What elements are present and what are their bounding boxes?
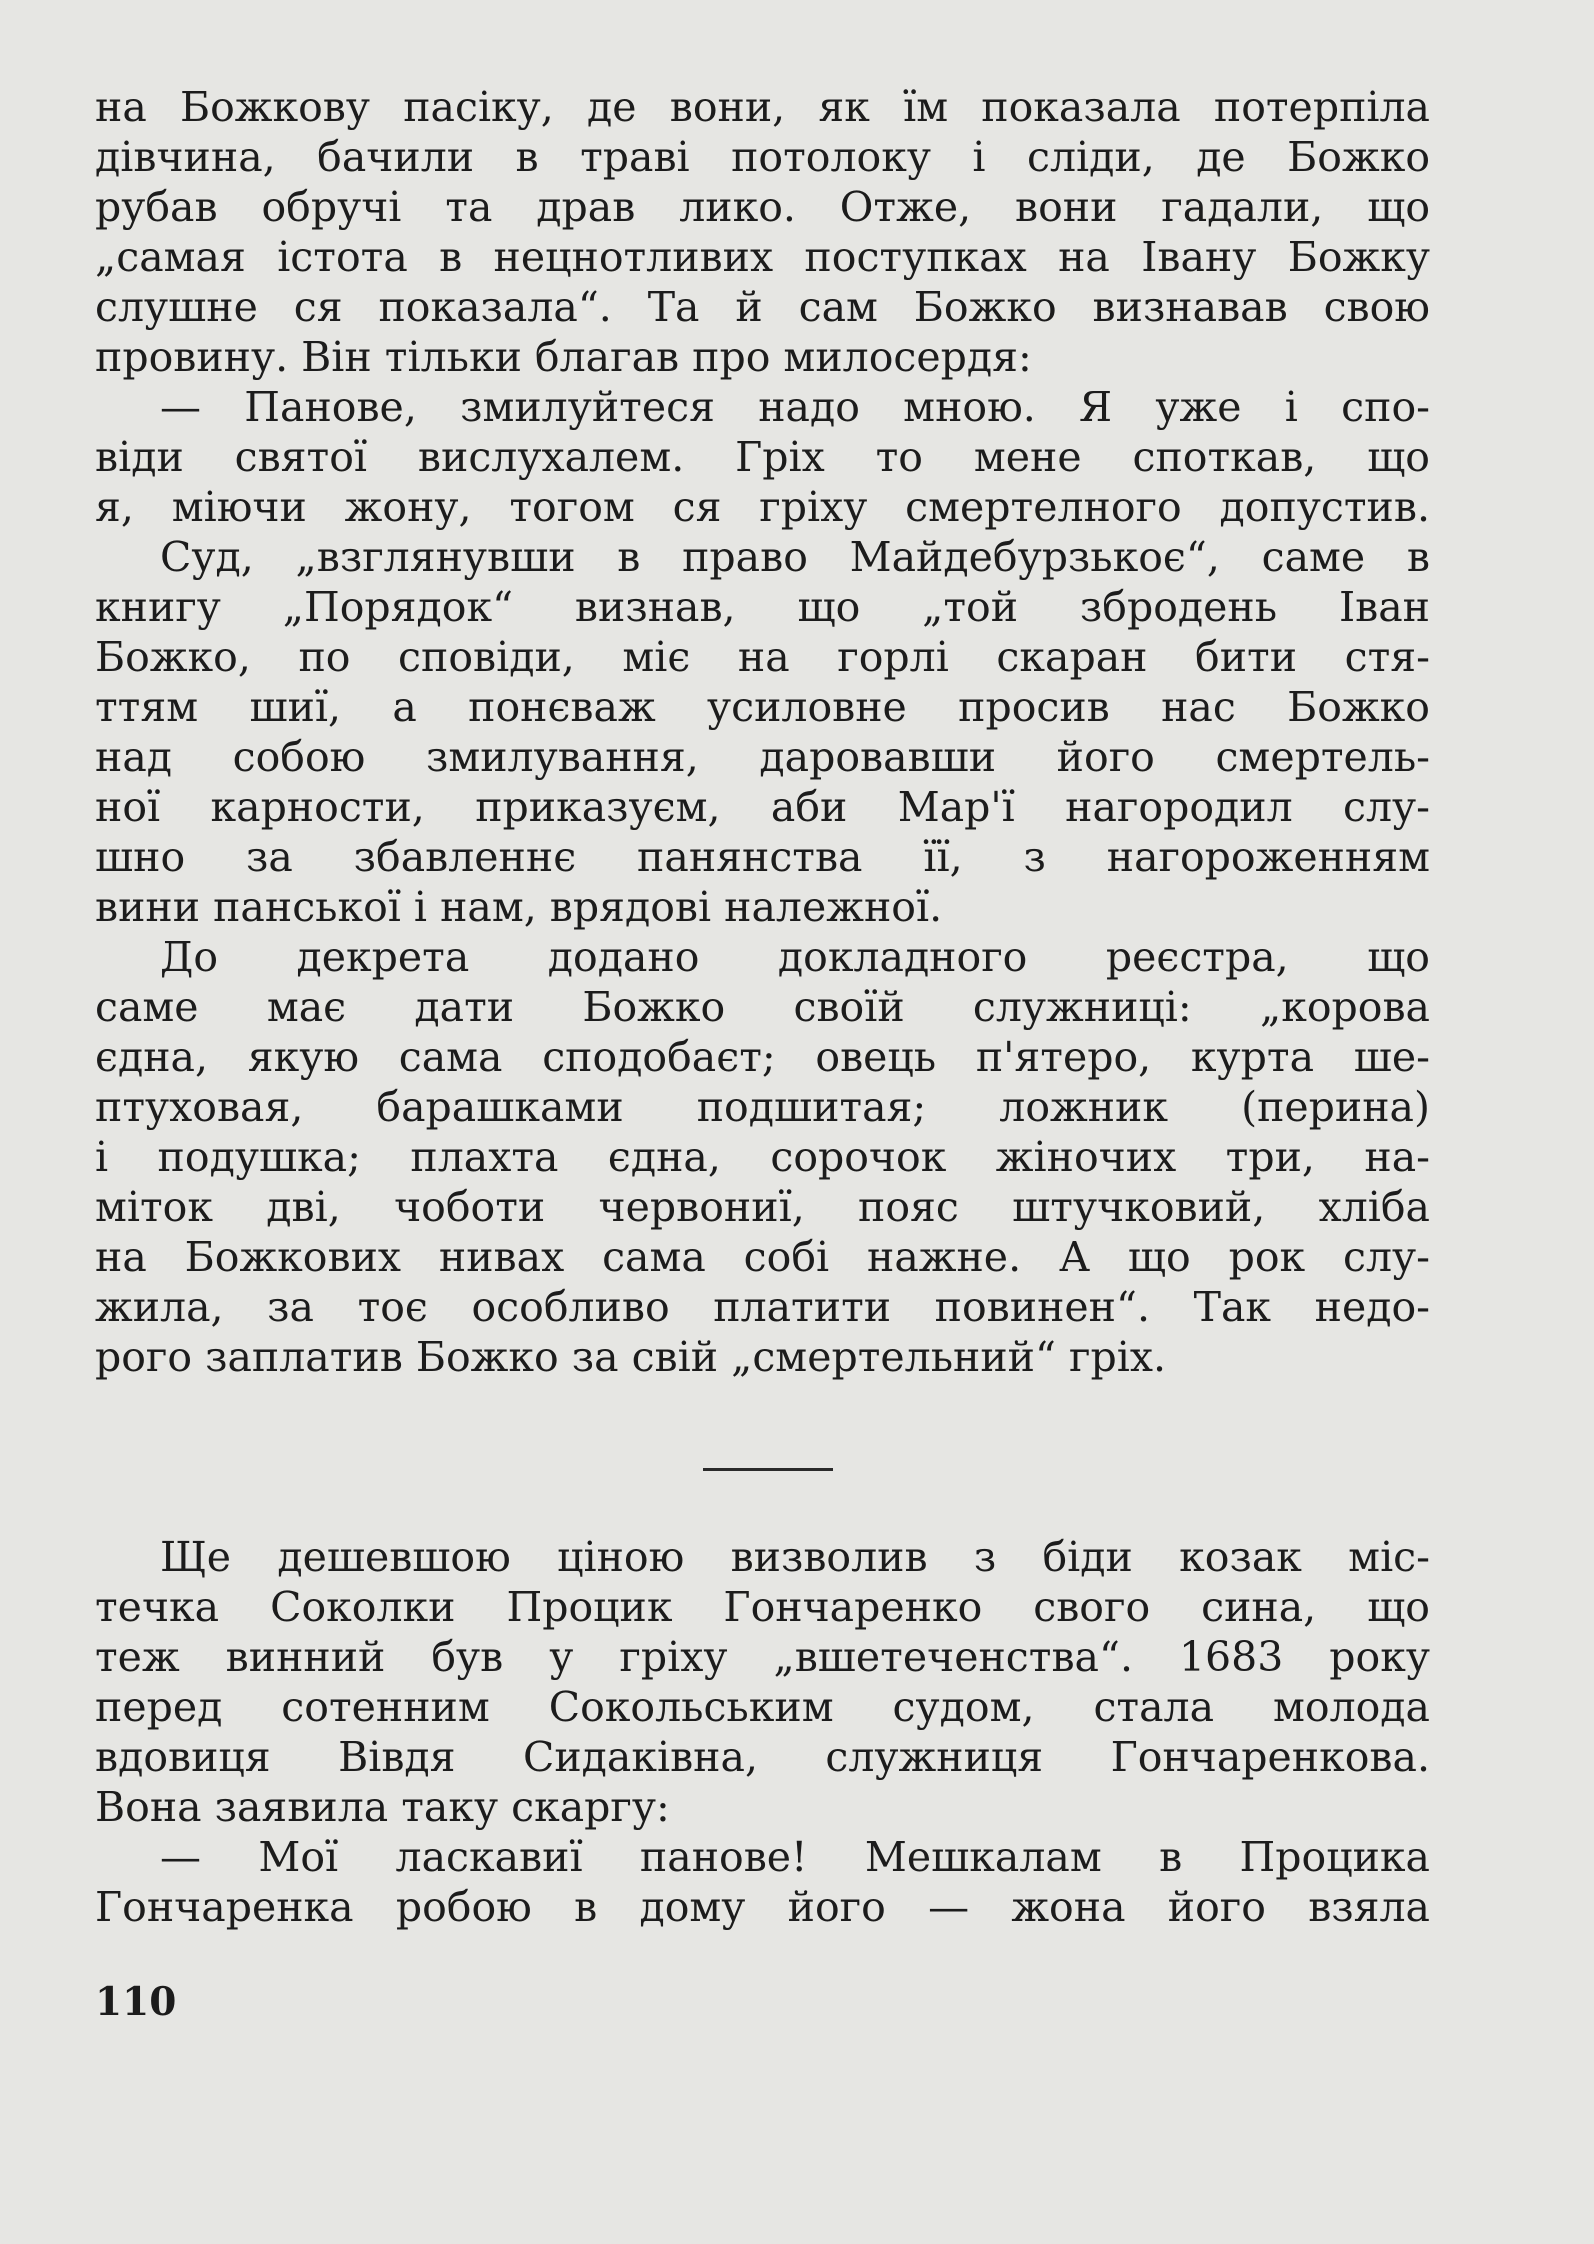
text-line: провину. Він тільки благав про милосердя:	[95, 333, 1032, 381]
text-line: течка Соколки Процик Гончаренко свого сина, що	[95, 1583, 1430, 1631]
text-line: саме має дати Божко своїй служниці: „корова	[95, 983, 1430, 1031]
section-divider	[703, 1468, 833, 1471]
text-line: жила, за тоє особливо платити повинен“. Так недо-	[95, 1283, 1430, 1331]
text-line: вини панської і нам, врядові належної.	[95, 883, 943, 931]
text-line: Божко, по сповіди, міє на горлі скаран бити стя-	[95, 633, 1430, 681]
text-line: — Мої ласкавиї панове! Мешкалам в Процика	[160, 1833, 1430, 1881]
text-line: ної карности, приказуєм, аби Мар'ї нагородил слу-	[95, 783, 1430, 831]
text-line: слушне ся показала“. Та й сам Божко визнавав свою	[95, 283, 1430, 331]
text-line: шно за збавленнє панянства її, з нагороженням	[95, 833, 1430, 881]
text-line: До декрета додано докладного реєстра, що	[160, 933, 1430, 981]
text-line: рого заплатив Божко за свій „смертельний“ гріх.	[95, 1333, 1166, 1381]
text-line: птуховая, барашками подшитая; ложник (перина)	[95, 1083, 1430, 1131]
text-line: Суд, „взглянувши в право Майдебурзькоє“, саме в	[160, 533, 1430, 581]
text-line: теж винний був у гріху „вшетеченства“. 1683 року	[95, 1633, 1430, 1681]
text-line: і подушка; плахта єдна, сорочок жіночих три, на-	[95, 1133, 1430, 1181]
text-line: дівчина, бачили в траві потолоку і сліди, де Божко	[95, 133, 1430, 181]
text-line: на Божкових нивах сама собі нажне. А що рок слу-	[95, 1233, 1430, 1281]
text-line: на Божкову пасіку, де вони, як їм показала потерпіла	[95, 83, 1430, 131]
text-line: перед сотенним Сокольським судом, стала молода	[95, 1683, 1430, 1731]
text-line: віди святої вислухалем. Гріх то мене споткав, що	[95, 433, 1430, 481]
text-line: — Панове, змилуйтеся надо мною. Я уже і спо-	[160, 383, 1430, 431]
text-line: єдна, якую сама сподобаєт; овець п'ятеро, курта ше-	[95, 1033, 1430, 1081]
page-number: 110	[95, 1979, 177, 2025]
text-line: книгу „Порядок“ визнав, що „той збродень Іван	[95, 583, 1430, 631]
text-line: Гончаренка робою в дому його — жона його взяла	[95, 1883, 1430, 1931]
text-line: Вона заявила таку скаргу:	[95, 1783, 670, 1831]
text-line: ттям шиї, а понєваж усиловне просив нас Божко	[95, 683, 1430, 731]
text-line: рубав обручі та драв лико. Отже, вони гадали, що	[95, 183, 1430, 231]
text-line: я, міючи жону, тогом ся гріху смертелного допустив.	[95, 483, 1430, 531]
text-line: вдовиця Вівдя Сидаківна, служниця Гончаренкова.	[95, 1733, 1430, 1781]
text-line: над собою змилування, даровавши його смертель-	[95, 733, 1430, 781]
text-line: Ще дешевшою ціною визволив з біди козак міс-	[160, 1533, 1430, 1581]
text-line: міток дві, чоботи червониї, пояс штучковий, хліба	[95, 1183, 1430, 1231]
text-line: „самая істота в нецнотливих поступках на Івану Божку	[95, 233, 1430, 281]
